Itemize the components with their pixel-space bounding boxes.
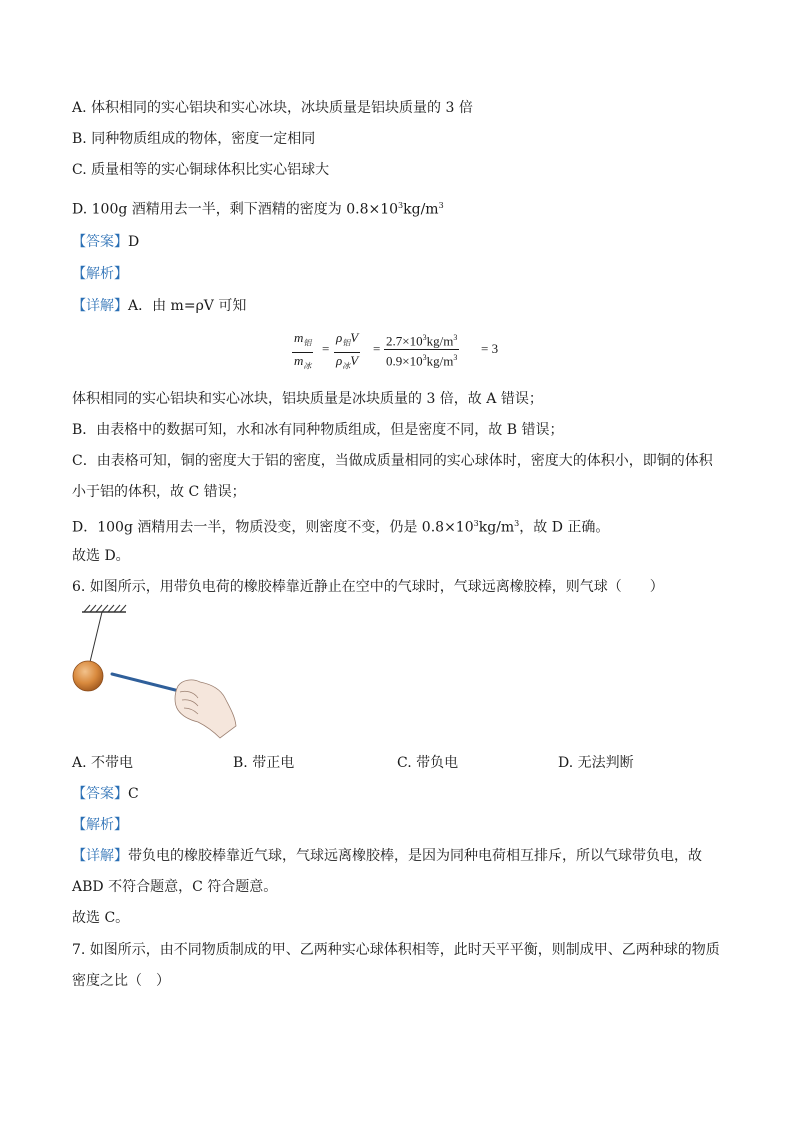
- q6-answer-bracket: 【答案】: [72, 786, 128, 802]
- answer-value: D: [128, 234, 140, 250]
- density-ratio-formula: [292, 330, 512, 372]
- ice-density-value: $0.9\times 10^3kg/m^3$: [386, 353, 458, 369]
- q5-option-d-unit-exp: 3: [438, 201, 444, 210]
- q6-detail-bracket: 【详解】: [72, 848, 128, 864]
- q6-analysis-label: 【解析】: [72, 817, 128, 833]
- equals-sign-2: =: [373, 341, 381, 356]
- q6-option-a: A. 不带电: [72, 755, 134, 771]
- hand-icon: [175, 680, 236, 738]
- mass-numerator: $m_铝$: [292, 330, 313, 353]
- density-numerator: $\rho_铝V$: [334, 330, 360, 353]
- q7-stem-line1: 7. 如图所示，由不同物质制成的甲、乙两种实心球体积相等，此时天平平衡，则制成甲、乙两种球的物质: [72, 942, 720, 958]
- q5-option-b: B. 同种物质组成的物体，密度一定相同: [72, 131, 316, 147]
- q5-option-a: A. 体积相同的实心铝块和实心冰块，冰块质量是铝块质量的 3 倍: [72, 100, 473, 116]
- answer-bracket: 【答案】: [72, 234, 128, 250]
- q6-conclusion: 故选 C。: [72, 910, 130, 926]
- q5-answer: [72, 232, 139, 252]
- q5-option-d-exp: 3: [398, 201, 404, 210]
- detail-intro-text: A．由 m=ρV 可知: [128, 298, 247, 314]
- q6-answer: [72, 784, 139, 804]
- q5-detail-line5: D．100g 酒精用去一半，物质没变，则密度不变，仍是 $0.8\times 10^3kg/m^3$，故 D 正确。: [72, 519, 610, 536]
- value-fraction: [384, 330, 459, 370]
- balloon-rod-figure: [70, 604, 240, 744]
- equals-result: = 3: [481, 341, 499, 356]
- q6-answer-value: C: [128, 786, 139, 802]
- q6-detail-line1: 【详解】带负电的橡胶棒靠近气球，气球远离橡胶棒，是因为同种电荷相互排斥，所以气球带负电，故: [72, 848, 702, 864]
- density-volume-fraction: [334, 330, 360, 374]
- q5-analysis-label: 【解析】: [72, 266, 128, 282]
- q6-option-b: B. 带正电: [233, 755, 295, 771]
- q6-option-d: D. 无法判断: [558, 755, 634, 771]
- aluminum-density-value: $2.7\times 10^3kg/m^3$: [384, 330, 459, 350]
- q5-detail-intro: [72, 296, 246, 316]
- q5-option-d-text: D. 100g 酒精用去一半，剩下酒精的密度为 0.8×10: [72, 201, 399, 218]
- hanging-thread: [90, 612, 102, 662]
- q5-option-d: [72, 196, 444, 220]
- density-denominator: $\rho_冰V$: [336, 352, 359, 371]
- mass-denominator: $m_冰$: [294, 352, 312, 371]
- balloon: [73, 661, 103, 691]
- q5-option-d-unit: kg/m: [403, 201, 439, 218]
- q5-option-c: C. 质量相等的实心铜球体积比实心铝球大: [72, 162, 330, 178]
- q5-detail-line4: 小于铝的体积，故 C 错误；: [72, 484, 246, 500]
- q5-detail-line3: C．由表格可知，铜的密度大于铝的密度，当做成质量相同的实心球体时，密度大的体积小，即铜的体积: [72, 453, 713, 469]
- ceiling-hatch: [82, 605, 126, 612]
- q6-detail-line2: ABD 不符合题意，C 符合题意。: [72, 879, 278, 895]
- q5-detail-line2: B．由表格中的数据可知，水和冰有同种物质组成，但是密度不同，故 B 错误；: [72, 422, 564, 438]
- equals-sign-1: =: [322, 341, 330, 356]
- q5-conclusion: 故选 D。: [72, 548, 130, 564]
- mass-ratio-fraction: [292, 330, 313, 374]
- detail-bracket: 【详解】: [72, 298, 128, 314]
- q6-stem: 6. 如图所示，用带负电荷的橡胶棒靠近静止在空中的气球时，气球远离橡胶棒，则气球（ ）: [72, 579, 664, 595]
- q7-stem-line2: 密度之比（ ）: [72, 973, 170, 989]
- q5-detail-line1: 体积相同的实心铝块和实心冰块，铝块质量是冰块质量的 3 倍，故 A 错误；: [72, 391, 543, 407]
- q6-option-c: C. 带负电: [397, 755, 459, 771]
